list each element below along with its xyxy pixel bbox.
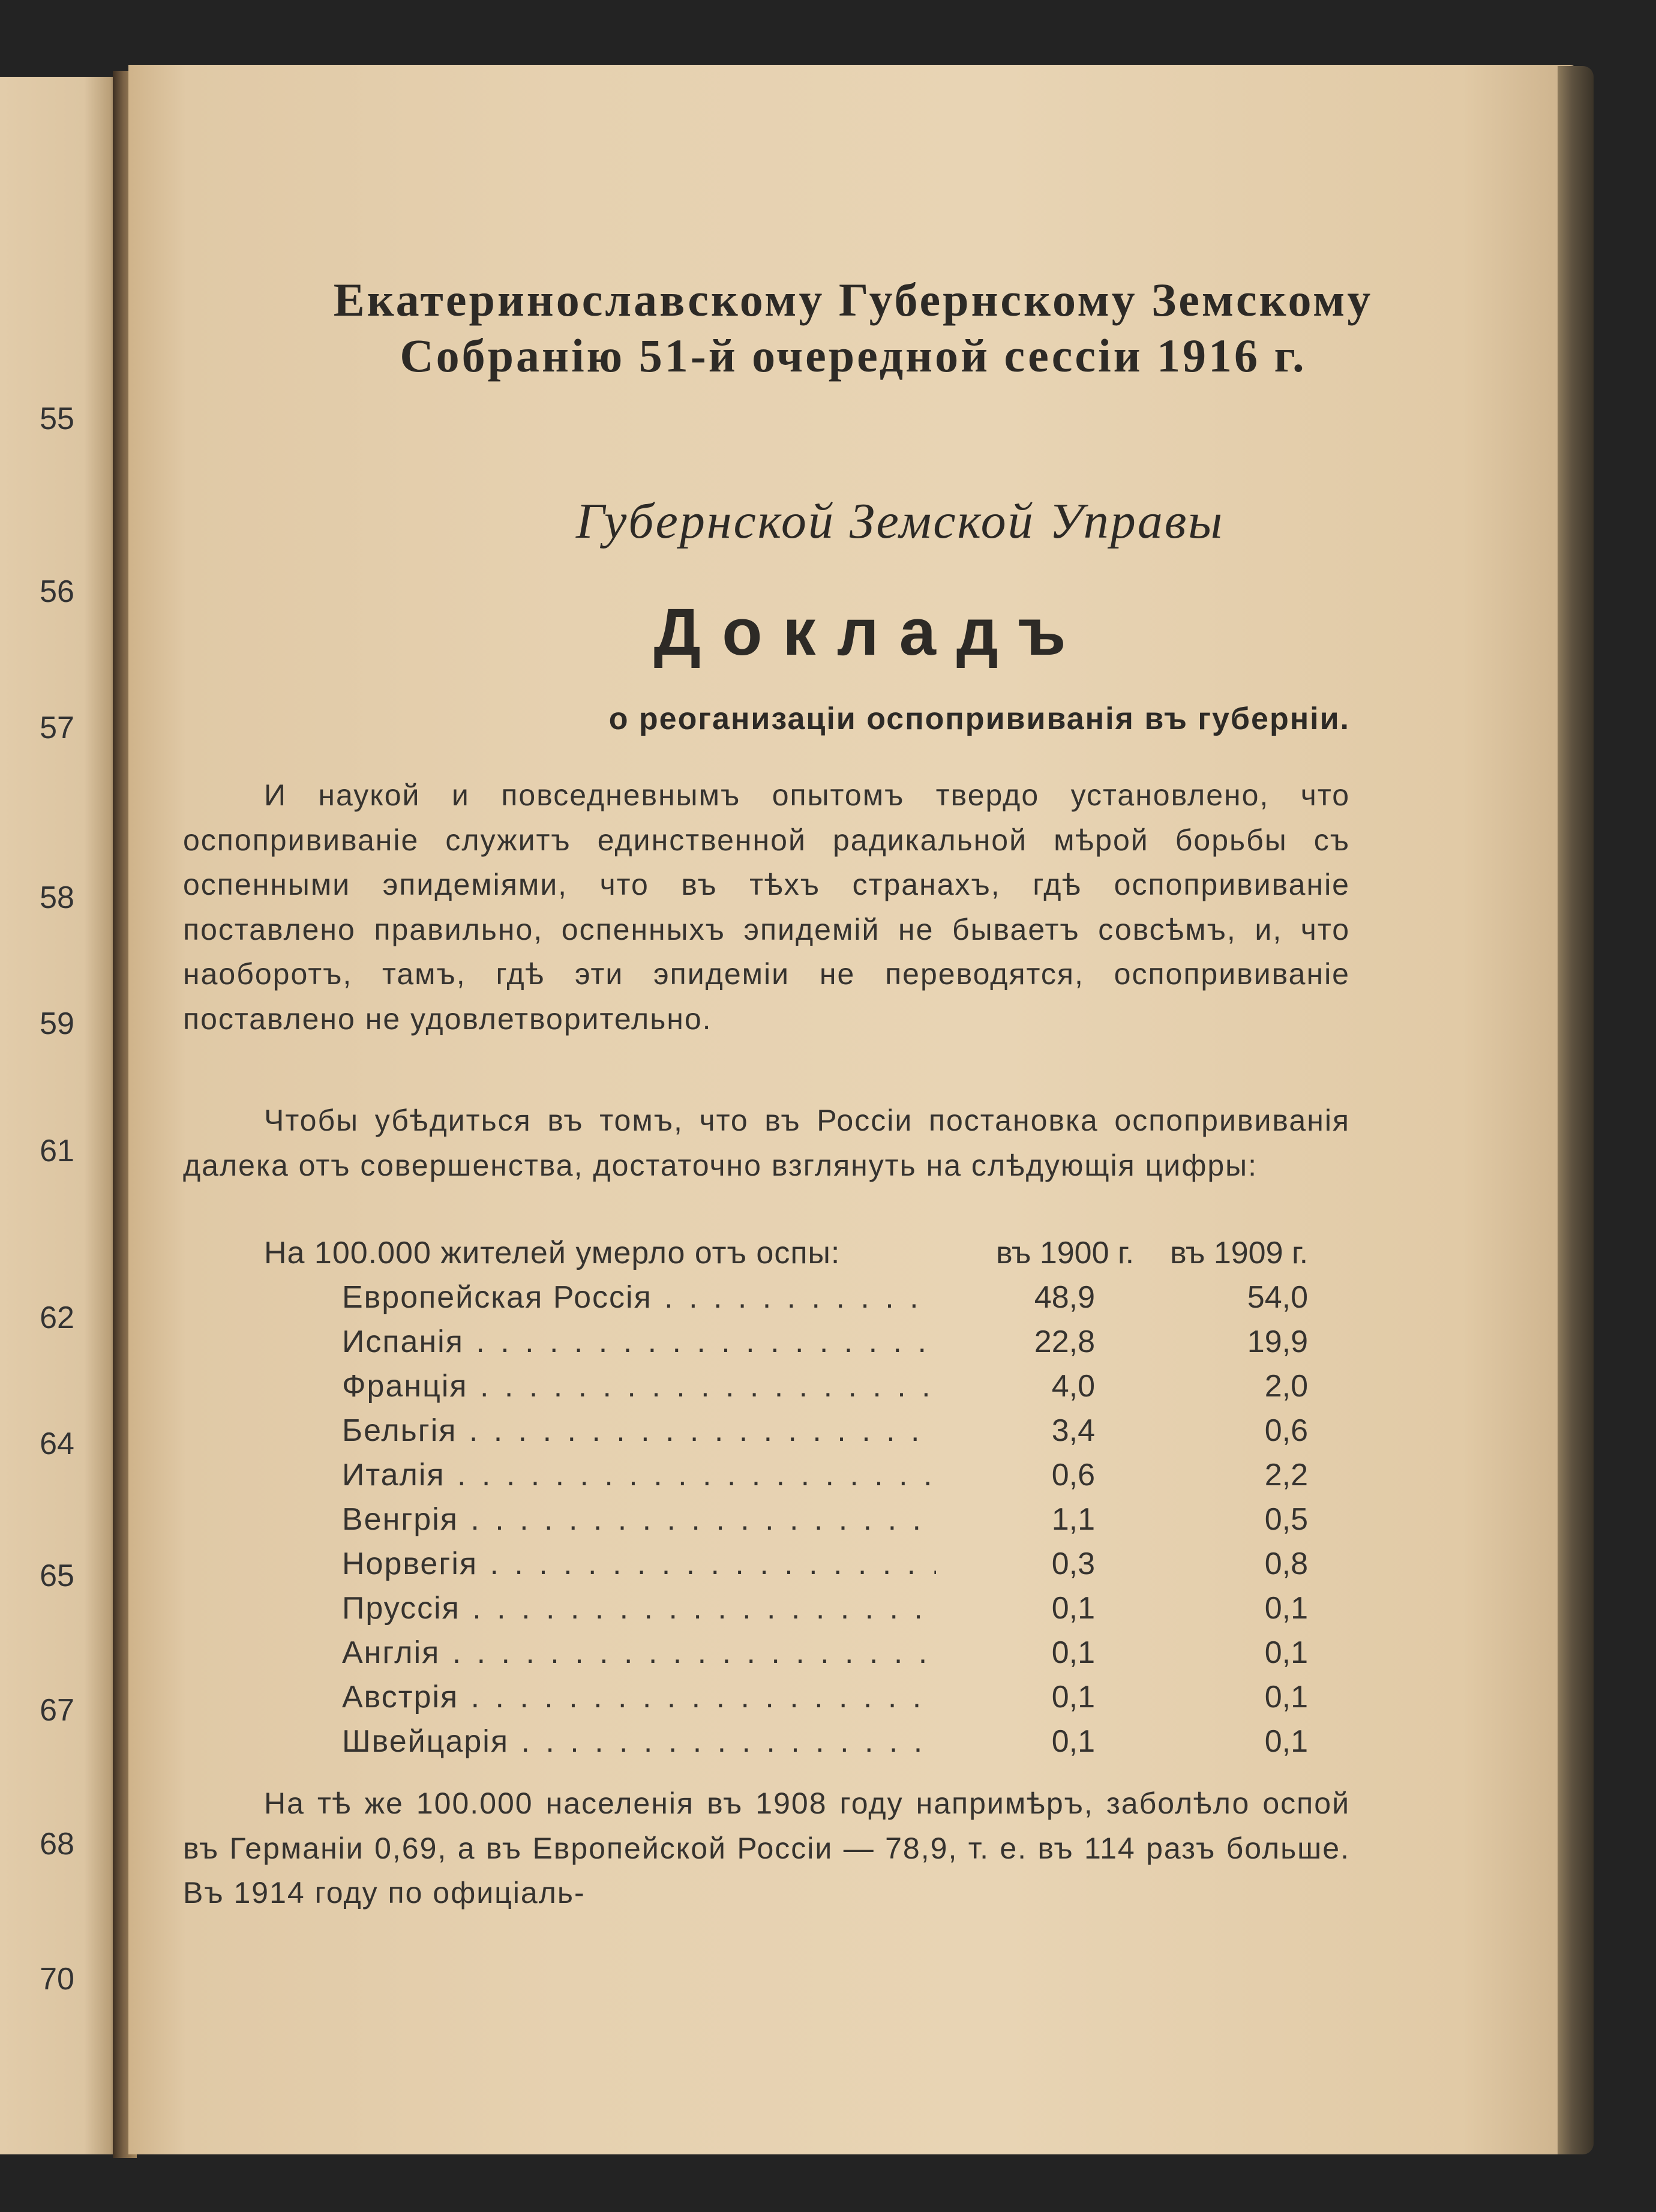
- value-1909: 2,0: [1264, 1369, 1308, 1404]
- table-row: [0, 1590, 1656, 1635]
- country-name: Норвегія . . .: [342, 1546, 936, 1582]
- value-1900: 22,8: [1034, 1324, 1095, 1359]
- value-1909: 0,6: [1264, 1413, 1308, 1448]
- line-number: 62: [40, 1300, 74, 1335]
- value-1900: 1,1: [1051, 1502, 1095, 1537]
- line-number: 59: [40, 1006, 74, 1041]
- paragraph-2: Чтобы убѣдиться въ томъ, что въ Россіи постановка оспопрививанія далека отъ совершенства, достаточно взглянуть на слѣдующія цифры:: [183, 1104, 1350, 1182]
- left-page-edge: [0, 77, 120, 2154]
- value-1909: 54,0: [1247, 1280, 1308, 1315]
- table-row: [0, 1279, 1656, 1324]
- line-number: 56: [40, 574, 74, 609]
- value-1909: 0,1: [1264, 1724, 1308, 1759]
- value-1909: 0,1: [1264, 1680, 1308, 1715]
- line-number: 68: [40, 1827, 74, 1862]
- table-column-1909: въ 1909 г.: [1170, 1236, 1309, 1270]
- paragraph-1: И наукой и повседневнымъ опытомъ твердо установлено, что оспопрививаніе служитъ единственной радикальной мѣрой борьбы съ оспенными эпидеміями, что въ тѣхъ странахъ, гдѣ оспопрививаніе поставлено правильно, оспенныхъ эпидемій не бываетъ совсѣмъ, и, что наоборотъ, тамъ, гдѣ эти эпидеміи не переводятся, оспопрививаніе поставлено не удовлетворительно.: [183, 778, 1350, 1036]
- country-name: Испанія . . .: [342, 1324, 936, 1360]
- country-name: Бельгія . . .: [342, 1413, 936, 1449]
- value-1900: 4,0: [1051, 1369, 1095, 1404]
- country-name: Пруссія . . .: [342, 1590, 936, 1626]
- country-name: Италія . . .: [342, 1457, 936, 1493]
- value-1909: 2,2: [1264, 1458, 1308, 1492]
- heading-line-1: Екатеринославскому Губернскому Земскому: [333, 274, 1373, 326]
- line-number: 64: [40, 1426, 74, 1461]
- table-row: [0, 1546, 1656, 1590]
- country-name: Англія . . .: [342, 1635, 936, 1671]
- line-number: 58: [40, 880, 74, 915]
- country-name: Венгрія . . .: [342, 1501, 936, 1537]
- table-row: [0, 1457, 1656, 1501]
- value-1909: 0,8: [1264, 1546, 1308, 1581]
- value-1909: 19,9: [1247, 1324, 1308, 1359]
- value-1900: 0,6: [1051, 1458, 1095, 1492]
- country-name: Европейская Россія . . .: [342, 1279, 936, 1315]
- line-number: 57: [40, 711, 74, 745]
- value-1900: 0,1: [1051, 1635, 1095, 1670]
- value-1900: 0,3: [1051, 1546, 1095, 1581]
- table-row: [0, 1368, 1656, 1413]
- country-name: Швейцарія . . .: [342, 1724, 936, 1760]
- country-name: Австрія . . .: [342, 1679, 936, 1715]
- table-row: [0, 1501, 1656, 1546]
- report-topic: о реоганизаціи оспопрививанія въ губерніи.: [608, 702, 1350, 736]
- table-row: [0, 1324, 1656, 1368]
- subheading: Губернской Земской Управы: [575, 493, 1225, 549]
- value-1909: 0,1: [1264, 1635, 1308, 1670]
- report-title: Докладъ: [653, 595, 1087, 669]
- value-1909: 0,5: [1264, 1502, 1308, 1537]
- value-1900: 48,9: [1034, 1280, 1095, 1315]
- table-row: [0, 1679, 1656, 1724]
- heading-line-2: Собранію 51-й очередной сессіи 1916 г.: [400, 329, 1307, 382]
- table-caption: На 100.000 жителей умерло отъ оспы:: [264, 1236, 841, 1270]
- table-column-1900: въ 1900 г.: [996, 1236, 1135, 1270]
- country-name: Франція . . .: [342, 1368, 936, 1404]
- table-row: [0, 1413, 1656, 1457]
- line-number: 67: [40, 1693, 74, 1728]
- value-1900: 0,1: [1051, 1724, 1095, 1759]
- table-row: [0, 1724, 1656, 1768]
- line-number: 65: [40, 1558, 74, 1593]
- value-1900: 3,4: [1051, 1413, 1095, 1448]
- value-1900: 0,1: [1051, 1591, 1095, 1626]
- paragraph-3: На тѣ же 100.000 населенія въ 1908 году напримѣръ, заболѣло оспой въ Германіи 0,69, а въ Европейской Россіи — 78,9, т. е. въ 114 разъ больше. Въ 1914 году по офиціаль-: [183, 1787, 1350, 1910]
- line-number: 70: [40, 1962, 74, 1997]
- line-number: 55: [40, 401, 74, 436]
- value-1900: 0,1: [1051, 1680, 1095, 1715]
- table-row: [0, 1635, 1656, 1679]
- line-number: 61: [40, 1134, 74, 1168]
- value-1909: 0,1: [1264, 1591, 1308, 1626]
